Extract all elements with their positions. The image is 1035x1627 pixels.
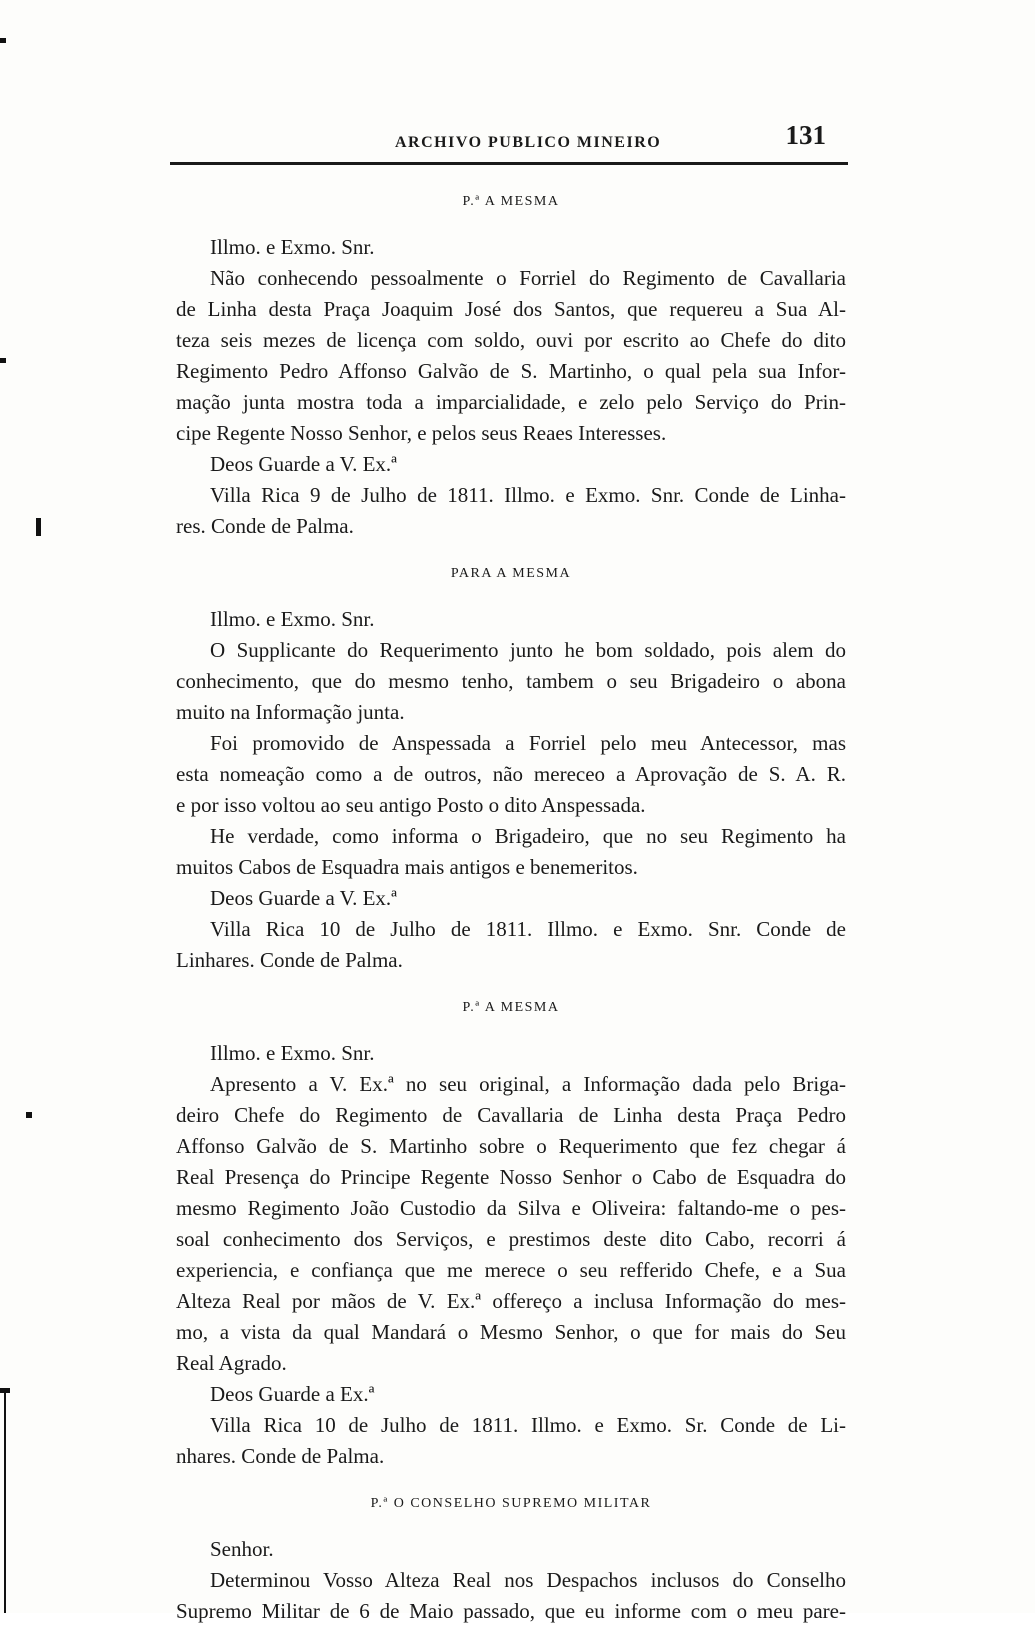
text-line: Supremo Militar de 6 de Maio passado, que eu informe com o meu pare-	[176, 1599, 846, 1623]
text-line: Alteza Real por mãos de V. Ex.ª offereço a inclusa Informação do mes-	[176, 1289, 846, 1313]
page-header	[170, 118, 848, 170]
section-heading: P.ª A MESMA	[462, 1000, 560, 1015]
text-line: teza seis mezes de licença com soldo, ouvi por escrito ao Chefe do dito	[176, 328, 846, 352]
text-line: Senhor.	[210, 1537, 274, 1561]
text-line: e por isso voltou ao seu antigo Posto o dito Anspessada.	[176, 793, 646, 817]
text-line: Apresento a V. Ex.ª no seu original, a Informação dada pelo Briga-	[210, 1072, 846, 1096]
text-line: Foi promovido de Anspessada a Forriel pelo meu Antecessor, mas	[210, 731, 846, 755]
text-line: muito na Informação junta.	[176, 700, 405, 724]
section-heading: P.ª A MESMA	[462, 194, 560, 209]
text-line: Regimento Pedro Affonso Galvão de S. Martinho, o qual pela sua Infor-	[176, 359, 846, 383]
text-line: res. Conde de Palma.	[176, 514, 354, 538]
text-line: mação junta mostra toda a imparcialidade, e zelo pelo Serviço do Prin-	[176, 390, 846, 414]
text-line: Illmo. e Exmo. Snr.	[210, 235, 375, 259]
text-line: cipe Regente Nosso Senhor, e pelos seus Reaes Interesses.	[176, 421, 667, 445]
running-title: ARCHIVO PUBLICO MINEIRO	[395, 134, 662, 151]
letter-section	[176, 1494, 846, 1627]
text-line: Real Presença do Principe Regente Nosso Senhor o Cabo de Esquadra do	[176, 1165, 846, 1189]
text-line: nhares. Conde de Palma.	[176, 1444, 385, 1468]
scan-mark	[4, 1392, 6, 1613]
text-line: Affonso Galvão de S. Martinho sobre o Requerimento que fez chegar á	[176, 1134, 846, 1158]
text-line: mesmo Regimento João Custodio da Silva e Oliveira: faltando-me o pes-	[176, 1196, 846, 1220]
text-line: Deos Guarde a Ex.ª	[210, 1382, 375, 1406]
letter-section	[176, 564, 846, 976]
text-line: Villa Rica 10 de Julho de 1811. Illmo. e Exmo. Snr. Conde de	[210, 917, 846, 941]
text-line: deiro Chefe do Regimento de Cavallaria de Linha desta Praça Pedro	[176, 1103, 846, 1127]
letter-section	[176, 192, 846, 542]
text-line: Determinou Vosso Alteza Real nos Despachos inclusos do Conselho	[210, 1568, 846, 1592]
scan-mark	[0, 358, 6, 363]
scan-mark	[36, 518, 41, 536]
scan-mark	[0, 38, 6, 43]
section-heading: PARA A MESMA	[450, 566, 572, 581]
text-line: de Linha desta Praça Joaquim José dos Santos, que requereu a Sua Al-	[176, 297, 846, 321]
text-line: Deos Guarde a V. Ex.ª	[210, 886, 397, 910]
text-line: Linhares. Conde de Palma.	[176, 948, 403, 972]
section-heading: P.ª O CONSELHO SUPREMO MILITAR	[370, 1496, 652, 1511]
text-line: esta nomeação como a de outros, não mereceo a Aprovação de S. A. R.	[176, 762, 846, 786]
header-rule	[170, 162, 848, 165]
text-line: Villa Rica 9 de Julho de 1811. Illmo. e Exmo. Snr. Conde de Linha-	[210, 483, 846, 507]
text-line: muitos Cabos de Esquadra mais antigos e benemeritos.	[176, 855, 638, 879]
text-line: Illmo. e Exmo. Snr.	[210, 607, 375, 631]
page-number: 131	[785, 120, 826, 150]
text-line: Não conhecendo pessoalmente o Forriel do Regimento de Cavallaria	[210, 266, 846, 290]
text-line: Deos Guarde a V. Ex.ª	[210, 452, 397, 476]
text-line: Illmo. e Exmo. Snr.	[210, 1041, 375, 1065]
text-line: soal conhecimento dos Serviços, e prestimos deste dito Cabo, recorri á	[176, 1227, 846, 1251]
text-line: Real Agrado.	[176, 1351, 287, 1375]
text-column	[176, 182, 846, 1627]
text-line: He verdade, como informa o Brigadeiro, que no seu Regimento ha	[210, 824, 846, 848]
text-line: experiencia, e confiança que me merece o seu refferido Chefe, e a Sua	[176, 1258, 846, 1282]
scan-mark	[26, 1112, 32, 1118]
text-line: Villa Rica 10 de Julho de 1811. Illmo. e Exmo. Sr. Conde de Li-	[210, 1413, 846, 1437]
text-line: mo, a vista da qual Mandará o Mesmo Senhor, o que for mais do Seu	[176, 1320, 846, 1344]
text-line: conhecimento, que do mesmo tenho, tambem o seu Brigadeiro o abona	[176, 669, 846, 693]
text-line: O Supplicante do Requerimento junto he bom soldado, pois alem do	[210, 638, 846, 662]
letter-section	[176, 998, 846, 1472]
